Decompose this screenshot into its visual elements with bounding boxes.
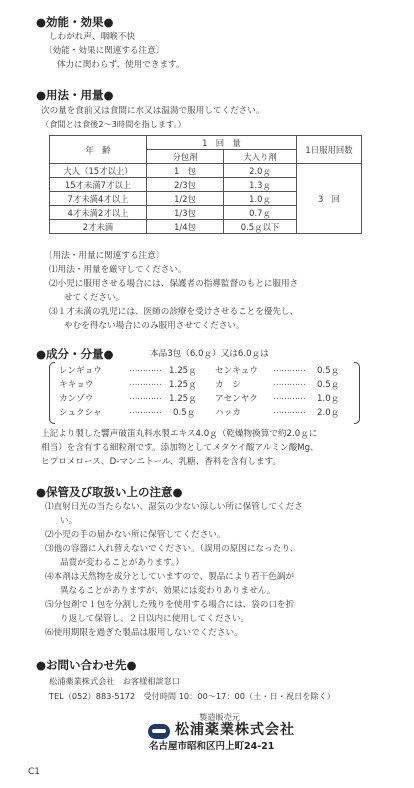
ingredient-amount: 1.0ｇ	[317, 394, 340, 404]
usage-note-line: ⑴用法・用量を厳守してください。	[49, 265, 187, 275]
ingredient-name: カ シ	[215, 380, 241, 390]
age-cell: 7才未満4才以上	[50, 192, 147, 206]
ingredient-amount: 1.25ｇ	[169, 380, 197, 390]
print-code: C1	[28, 767, 41, 777]
age-header: 年 齢	[50, 136, 147, 164]
ingredient-amount: 0.5ｇ	[317, 366, 340, 376]
ingredient-name: キキョウ	[59, 380, 94, 390]
effect-text: しわがれ声、咽喉不快	[49, 32, 135, 42]
leader-dots: …………	[273, 378, 306, 388]
times-header: 1日服用回数	[297, 136, 362, 164]
usage-line-1: 次の量を食前又は食間に水又は温湯で服用してください。	[41, 106, 265, 116]
leader-dots: …………	[273, 392, 306, 402]
storage-line: ⑴直射日光の当たらない、湿気の少ない涼しい所に保管してくださ	[45, 502, 303, 512]
storage-line: 異なることがありますが、効果には変わりありません。	[60, 586, 276, 596]
bulk-cell: 2.0ｇ	[224, 164, 297, 178]
storage-line: ⑹使用期限を過ぎた製品は服用しないでください。	[45, 628, 243, 638]
leader-dots: …………	[129, 392, 162, 402]
usage-note-title: 〔用法・用量に関連する注意〕	[44, 251, 165, 261]
storage-line: ⑸分包剤で１包を分割した残りを使用する場合には、袋の口を折	[45, 600, 295, 610]
dose-header: 1 回 量	[147, 136, 297, 150]
contact-company: 松浦薬業株式会社 お客様相談窓口	[49, 676, 181, 686]
bulk-header: 大入り剤	[224, 150, 297, 164]
usage-note-line: やむを得ない場合にのみ服用させてください。	[64, 321, 245, 331]
contact-title: ●お問い合わせ先●	[36, 658, 137, 672]
ingredients-desc-line: 上記より製した響声破笛丸料水製エキス4.0ｇ（乾燥物換算で約2.0ｇに	[41, 429, 318, 439]
company-address: 名古屋市昭和区円上町24-21	[149, 741, 275, 752]
storage-title: ●保管及び取扱い上の注意●	[36, 485, 183, 499]
dosage-table	[49, 135, 362, 234]
times-cell: 3 回	[297, 164, 362, 234]
pack-cell: 1 包	[147, 164, 224, 178]
ingredients-desc-line: 相当）を含有する細粒剤です。添加物としてメタケイ酸アルミン酸Mg、	[41, 443, 319, 453]
ingredient-amount: 1.25ｇ	[169, 366, 197, 376]
leader-dots: …………	[129, 406, 162, 416]
bulk-cell: 1.3ｇ	[224, 178, 297, 192]
pack-header: 分包剤	[147, 150, 224, 164]
pack-cell: 1/3包	[147, 206, 224, 220]
maker-label: 製造販売元	[199, 712, 240, 722]
usage-line-2: （食間とは食後2〜3時間を指します。）	[41, 119, 186, 129]
effect-note-text: 体力に関わらず、使用できます。	[57, 60, 185, 70]
storage-line: ⑵小児の手の届かない所に保管してください。	[45, 530, 226, 540]
storage-line: り返して保管し、２日以内に使用してください。	[60, 614, 250, 624]
age-cell: 15才未満7才以上	[50, 178, 147, 192]
table-row	[50, 164, 362, 178]
ingredient-amount: 0.5ｇ	[317, 380, 340, 390]
leader-dots: …………	[273, 364, 306, 374]
storage-line: ⑷本剤は天然物を成分としていますので、製品により若干色調が	[45, 572, 295, 582]
ingredient-name: シュクシャ	[59, 408, 102, 418]
usage-note-line: ⑶１才未満の乳児には、医師の診療を受けさせることを優先し、	[49, 307, 299, 317]
bracket-left	[49, 362, 55, 424]
leader-dots: …………	[273, 406, 306, 416]
usage-note-line: せてください。	[64, 293, 125, 303]
ingredients-basis: 本品3包（6.0ｇ）又は6.0ｇは	[150, 349, 269, 359]
pack-cell: 1/2包	[147, 192, 224, 206]
leader-dots: …………	[129, 364, 162, 374]
bulk-cell: 1.0ｇ	[224, 192, 297, 206]
ingredient-name: レンギョウ	[59, 366, 102, 376]
company-name: 松浦薬業株式会社	[175, 722, 295, 738]
pack-cell: 2/3包	[147, 178, 224, 192]
pack-cell: 1/4包	[147, 220, 224, 234]
bulk-cell: 0.7ｇ	[224, 206, 297, 220]
ingredient-name: アセンヤク	[215, 394, 258, 404]
usage-note-line: ⑵小児に服用させる場合には、保護者の指導監督のもとに服用さ	[49, 279, 299, 289]
storage-line: 品質が変わることがあります。）	[60, 558, 184, 568]
ingredient-name: カンゾウ	[59, 394, 94, 404]
age-cell: 大人（15才以上）	[50, 164, 147, 178]
effect-note-title: 〔効能・効果に関連する注意〕	[44, 46, 165, 56]
ingredient-amount: 0.5ｇ	[173, 408, 196, 418]
ingredients-title: ●成分・分量●	[36, 347, 114, 361]
age-cell: 4才未満2才以上	[50, 206, 147, 220]
age-cell: 2才未満	[50, 220, 147, 234]
ingredient-list	[49, 362, 360, 422]
company-logo-icon	[148, 724, 170, 739]
usage-title: ●用法・用量●	[36, 88, 114, 102]
ingredient-name: センキュウ	[215, 366, 258, 376]
bracket-right	[354, 362, 360, 424]
ingredient-name: ハッカ	[215, 408, 241, 418]
bulk-cell: 0.5ｇ以下	[224, 220, 297, 234]
contact-tel: TEL（052）883-5172 受付時間 10：00〜17：00（土・日・祝日を除く）	[49, 691, 335, 701]
storage-line: い。	[60, 516, 78, 526]
ingredient-amount: 2.0ｇ	[317, 408, 340, 418]
ingredient-amount: 1.25ｇ	[169, 394, 197, 404]
effect-title: ●効能・効果●	[36, 15, 114, 29]
leader-dots: …………	[129, 378, 162, 388]
storage-line: ⑶他の容器に入れ替えないでください。（誤用の原因になったり、	[45, 544, 299, 554]
ingredients-desc-line: ヒプロメロース、D-マンニトール、乳糖、香料を含有します。	[41, 457, 282, 467]
